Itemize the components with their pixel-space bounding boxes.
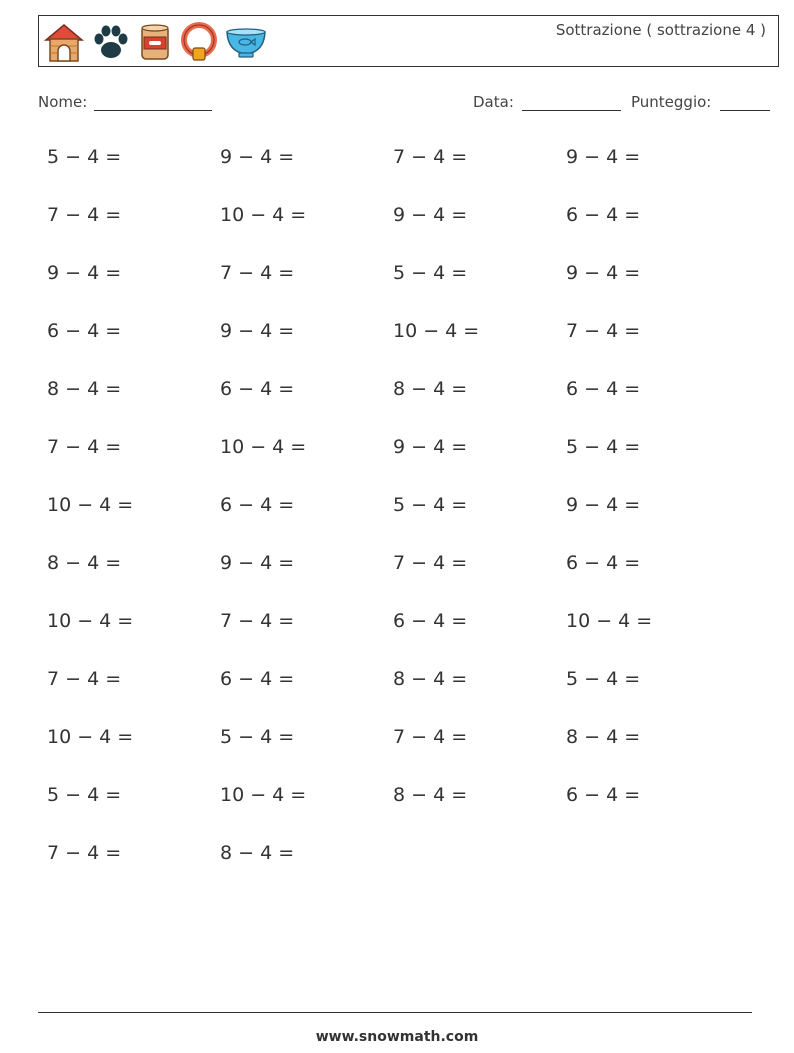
problem-item: 7 − 4 =	[47, 204, 122, 226]
date-label: Data:	[473, 93, 514, 111]
problem-item: 6 − 4 =	[566, 204, 641, 226]
problem-item: 5 − 4 =	[566, 668, 641, 690]
worksheet-title: Sottrazione ( sottrazione 4 )	[555, 21, 766, 39]
problem-item: 8 − 4 =	[47, 378, 122, 400]
problem-item: 6 − 4 =	[220, 494, 295, 516]
problem-item: 5 − 4 =	[220, 726, 295, 748]
name-field[interactable]	[94, 110, 212, 111]
problem-item: 7 − 4 =	[393, 726, 468, 748]
problem-item: 7 − 4 =	[220, 262, 295, 284]
problem-item: 9 − 4 =	[220, 320, 295, 342]
fish-bowl-icon	[224, 20, 268, 64]
problem-item: 6 − 4 =	[47, 320, 122, 342]
problem-item: 6 − 4 =	[220, 378, 295, 400]
problem-item: 8 − 4 =	[220, 842, 295, 864]
problem-item: 10 − 4 =	[220, 784, 307, 806]
dog-house-icon	[42, 20, 86, 64]
footer-url: www.snowmath.com	[315, 1029, 479, 1045]
header-icons	[42, 20, 268, 64]
problem-item: 7 − 4 =	[47, 842, 122, 864]
problem-item: 9 − 4 =	[393, 436, 468, 458]
footer-divider	[38, 1012, 752, 1013]
problem-item: 5 − 4 =	[566, 436, 641, 458]
problem-item: 9 − 4 =	[220, 146, 295, 168]
score-label: Punteggio:	[631, 93, 712, 111]
problem-item: 9 − 4 =	[566, 146, 641, 168]
problem-item: 6 − 4 =	[393, 610, 468, 632]
problem-item: 8 − 4 =	[393, 784, 468, 806]
date-field[interactable]	[522, 110, 621, 111]
score-field[interactable]	[720, 110, 770, 111]
problem-item: 8 − 4 =	[47, 552, 122, 574]
problem-item: 5 − 4 =	[47, 146, 122, 168]
problem-item: 5 − 4 =	[393, 494, 468, 516]
problem-item: 10 − 4 =	[47, 610, 134, 632]
problem-item: 9 − 4 =	[393, 204, 468, 226]
problem-item: 10 − 4 =	[566, 610, 653, 632]
problem-item: 10 − 4 =	[393, 320, 480, 342]
problem-item: 6 − 4 =	[566, 552, 641, 574]
problem-item: 10 − 4 =	[220, 436, 307, 458]
problem-item: 5 − 4 =	[393, 262, 468, 284]
problem-item: 8 − 4 =	[393, 668, 468, 690]
problem-item: 6 − 4 =	[220, 668, 295, 690]
info-row	[0, 93, 794, 115]
problem-item: 7 − 4 =	[220, 610, 295, 632]
problem-item: 7 − 4 =	[393, 146, 468, 168]
problem-item: 9 − 4 =	[566, 494, 641, 516]
problem-item: 8 − 4 =	[566, 726, 641, 748]
problem-item: 6 − 4 =	[566, 378, 641, 400]
pet-collar-icon	[178, 20, 220, 64]
problem-item: 9 − 4 =	[566, 262, 641, 284]
paw-print-icon	[90, 20, 132, 64]
problem-item: 9 − 4 =	[47, 262, 122, 284]
problem-item: 7 − 4 =	[393, 552, 468, 574]
problem-item: 5 − 4 =	[47, 784, 122, 806]
name-label: Nome:	[38, 93, 88, 111]
problem-item: 7 − 4 =	[566, 320, 641, 342]
problem-item: 10 − 4 =	[47, 494, 134, 516]
problem-item: 7 − 4 =	[47, 668, 122, 690]
problem-item: 6 − 4 =	[566, 784, 641, 806]
problem-item: 7 − 4 =	[47, 436, 122, 458]
dog-food-can-icon	[136, 20, 174, 64]
problem-item: 10 − 4 =	[47, 726, 134, 748]
problem-item: 10 − 4 =	[220, 204, 307, 226]
problem-item: 9 − 4 =	[220, 552, 295, 574]
problem-item: 8 − 4 =	[393, 378, 468, 400]
header-box	[38, 15, 779, 67]
